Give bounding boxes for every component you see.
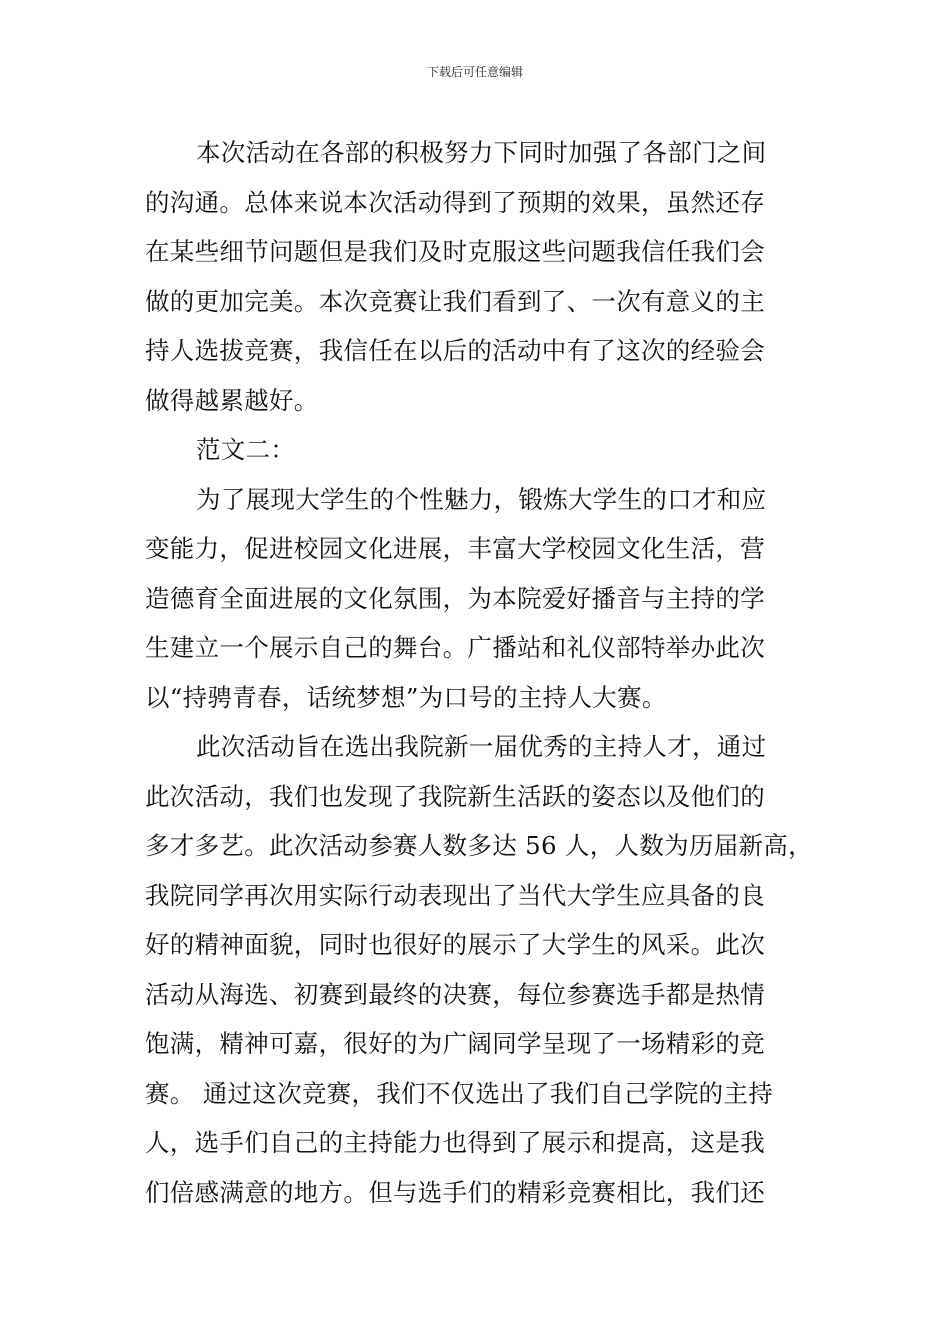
document-body <box>145 128 825 1217</box>
text-line: 此次活动，我们也发现了我院新生活跃的姿态以及他们的 <box>145 781 765 811</box>
text-line: 生建立一个展示自己的舞台。广播站和礼仪部特举办此次 <box>145 633 765 662</box>
text-line: 的沟通。总体来说本次活动得到了预期的效果，虽然还存 <box>145 187 765 217</box>
text-line: 本次活动在各部的积极努力下同时加强了各部门之间 <box>196 138 767 167</box>
text-line: 我院同学再次用实际行动表现出了当代大学生应具备的良 <box>145 880 765 910</box>
page-header: 下载后可任意编辑 <box>426 65 523 79</box>
text-line: 以“持骋青春，话统梦想”为口号的主持人大赛。 <box>145 682 667 712</box>
text-line: 在某些细节问题但是我们及时克服这些问题我信任我们会 <box>145 237 765 266</box>
text-line: 人，选手们自己的主持能力也得到了展示和提高，这是我 <box>145 1128 765 1157</box>
text-line: 好的精神面貌，同时也很好的展示了大学生的风采。此次 <box>145 930 765 959</box>
section-heading: 范文二： <box>196 435 296 464</box>
text-line: 多才多艺。此次活动参赛人数多达 56 人，人数为历届新高， <box>145 831 813 860</box>
text-line: 为了展现大学生的个性魅力，锻炼大学生的口才和应 <box>196 484 767 514</box>
text-line: 做的更加完美。本次竞赛让我们看到了、一次有意义的主 <box>145 286 765 316</box>
text-line: 造德育全面进展的文化氛围，为本院爱好播音与主持的学 <box>145 583 765 613</box>
text-line: 持人选拔竞赛，我信任在以后的活动中有了这次的经验会 <box>145 336 765 365</box>
text-line: 变能力，促进校园文化进展，丰富大学校园文化生活，营 <box>145 534 765 563</box>
text-line: 赛。 通过这次竞赛，我们不仅选出了我们自己学院的主持 <box>145 1078 774 1108</box>
text-line: 此次活动旨在选出我院新一届优秀的主持人才，通过 <box>196 732 767 761</box>
text-line: 活动从海选、初赛到最终的决赛，每位参赛选手都是热情 <box>145 979 765 1009</box>
text-line: 们倍感满意的地方。但与选手们的精彩竞赛相比，我们还 <box>145 1177 765 1207</box>
text-line: 饱满，精神可嘉，很好的为广阔同学呈现了一场精彩的竞 <box>145 1029 765 1058</box>
text-line: 做得越累越好。 <box>145 385 319 415</box>
